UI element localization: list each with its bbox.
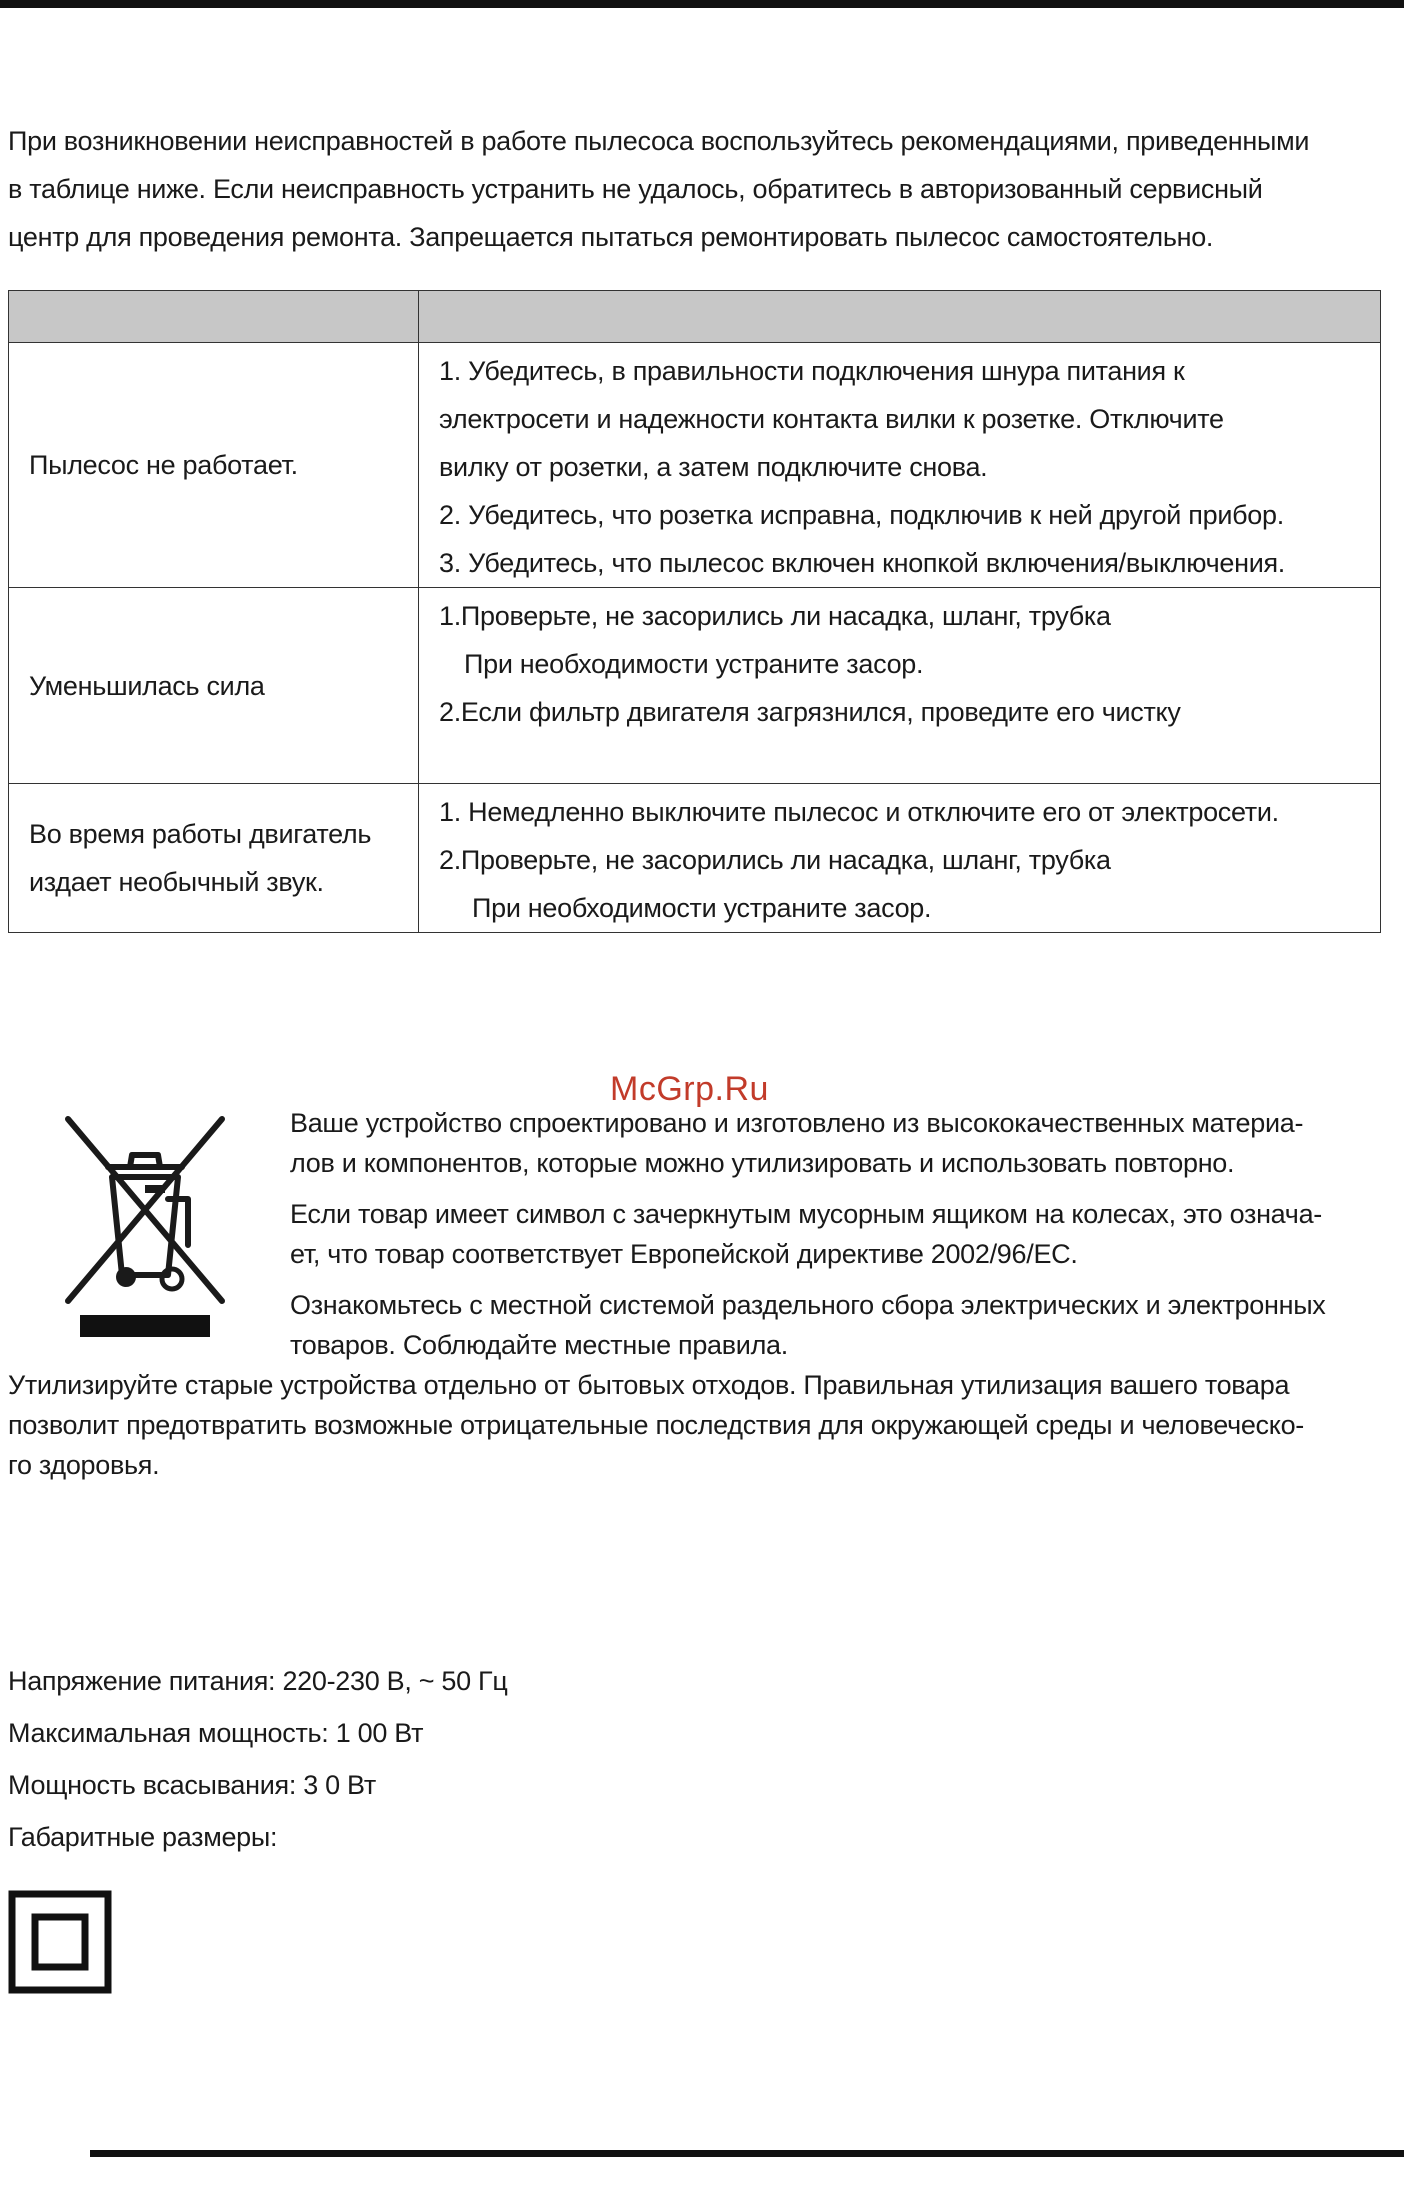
problem-text: Уменьшилась сила [29,670,265,701]
recycling-line: Если товар имеет символ с зачеркнутым мусорным ящиком на колесах, это означа- [290,1199,1322,1229]
table-row [9,784,1381,933]
disposal-line: позволит предотвратить возможные отрицательные последствия для окружающей среды и человеческо- [8,1410,1304,1440]
solution-line: 2. Убедитесь, что розетка исправна, подключив к ней другой прибор. [439,500,1284,530]
top-rule [0,0,1404,8]
recycling-paragraph [290,1285,1400,1365]
intro-line: в таблице ниже. Если неисправность устранить не удалось, обратитесь в авторизованный сервисный [8,174,1263,204]
solution-line: 3. Убедитесь, что пылесос включен кнопкой включения/выключения. [439,548,1285,578]
double-square-class-ii-icon [8,1890,112,1994]
solution-line: 1. Убедитесь, в правильности подключения шнура питания к [439,356,1185,386]
spec-max-power: Максимальная мощность: 1 00 Вт [8,1718,424,1748]
solution-line: 1.Проверьте, не засорились ли насадка, шланг, трубка [439,601,1111,631]
troubleshooting-table [8,290,1381,933]
disposal-line: го здоровья. [8,1450,160,1480]
problem-text: Во время работы двигатель [29,819,372,849]
solution-line: электросети и надежности контакта вилки к розетке. Отключите [439,404,1224,434]
solution-line: При необходимости устраните засор. [464,649,924,679]
recycling-line: лов и компонентов, которые можно утилизировать и использовать повторно. [290,1148,1235,1178]
header-problem [9,291,419,343]
intro-line: центр для проведения ремонта. Запрещается пытаться ремонтировать пылесос самостоятельно. [8,222,1214,252]
solution-line: При необходимости устраните засор. [472,893,932,923]
recycling-paragraph [290,1103,1400,1183]
table-row [9,588,1381,784]
spec-dimensions: Габаритные размеры: [8,1822,278,1852]
recycling-info [290,1103,1400,1376]
problem-text: издает необычный звук. [29,867,324,897]
problem-cell [9,784,419,933]
crossed-out-wheelie-bin-icon [60,1115,230,1340]
specifications [8,1655,508,1863]
table-header-row [9,291,1381,343]
problem-cell [9,588,419,784]
disposal-line: Утилизируйте старые устройства отдельно от бытовых отходов. Правильная утилизация вашего товара [8,1370,1290,1400]
recycling-line: Ваше устройство спроектировано и изготовлено из высококачественных материа- [290,1108,1304,1138]
spec-suction-power: Мощность всасывания: 3 0 Вт [8,1770,376,1800]
spec-voltage: Напряжение питания: 220-230 В, ~ 50 Гц [8,1666,508,1696]
recycling-paragraph [290,1194,1400,1274]
bottom-rule [90,2150,1404,2157]
header-solution [419,291,1381,343]
solution-line: 2.Проверьте, не засорились ли насадка, шланг, трубка [439,845,1111,875]
table-row [9,343,1381,588]
solution-cell [419,784,1381,933]
solution-cell [419,588,1381,784]
intro-paragraph [8,117,1398,261]
solution-cell [419,343,1381,588]
solution-line: 2.Если фильтр двигателя загрязнился, проведите его чистку [439,697,1181,727]
problem-text: Пылесос не работает. [29,450,298,480]
problem-cell [9,343,419,588]
recycling-line: товаров. Соблюдайте местные правила. [290,1330,788,1360]
recycling-line: ет, что товар соответствует Европейской директиве 2002/96/EC. [290,1239,1078,1269]
solution-line: вилку от розетки, а затем подключите снова. [439,452,988,482]
disposal-paragraph [8,1365,1398,1485]
recycling-line: Ознакомьтесь с местной системой раздельного сбора электрических и электронных [290,1290,1326,1320]
intro-line: При возникновении неисправностей в работе пылесоса воспользуйтесь рекомендациями, приведенными [8,126,1310,156]
watermark: McGrp.Ru [610,1070,769,1108]
solution-line: 1. Немедленно выключите пылесос и отключите его от электросети. [439,797,1279,827]
